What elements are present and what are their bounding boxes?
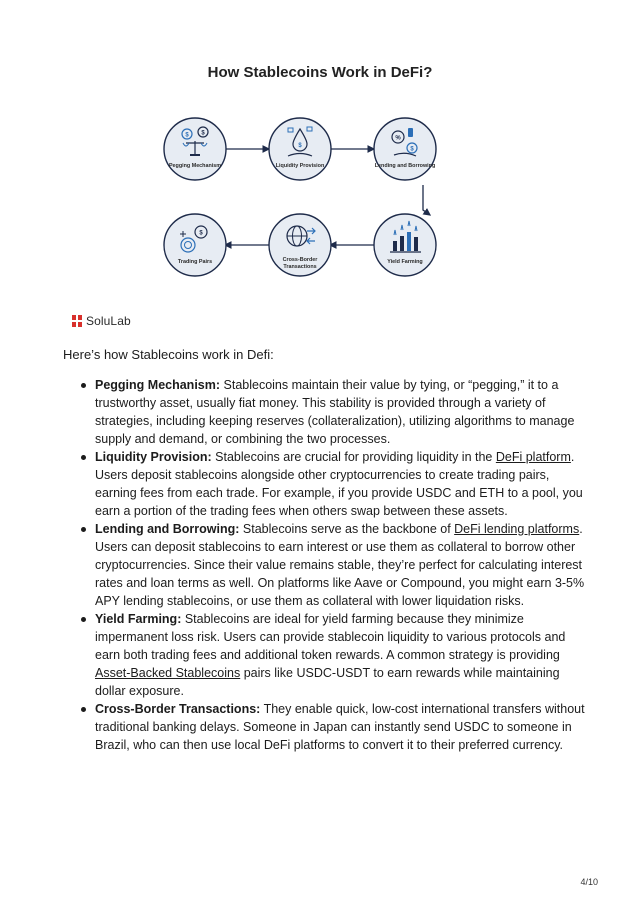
item-text: pairs like USDC-USDT to earn rewards while maintaining dollar exposure. xyxy=(95,666,560,698)
label-yield: Yield Farming xyxy=(387,259,423,265)
svg-text:$: $ xyxy=(199,230,203,237)
item-text: Stablecoins are crucial for providing liquidity in the xyxy=(211,450,496,464)
item-title: Pegging Mechanism: xyxy=(95,378,221,392)
circle-pegging-mechanism xyxy=(164,118,226,180)
item-title: Liquidity Provision: xyxy=(95,450,212,464)
item-title: Lending and Borrowing: xyxy=(95,522,240,536)
list-item xyxy=(77,610,587,700)
circle-liquidity-provision xyxy=(269,118,331,180)
item-title: Yield Farming: xyxy=(95,612,182,626)
page-number: 4/10 xyxy=(580,877,598,887)
svg-text:$: $ xyxy=(201,130,205,137)
label-pegging: Pegging Mechanism xyxy=(168,163,222,169)
label-lending: Lending and Borrowing xyxy=(374,163,436,169)
label-trading: Trading Pairs xyxy=(177,259,213,265)
stablecoin-infographic xyxy=(150,55,490,305)
circle-lending-borrowing xyxy=(374,118,436,180)
label-crossborder-1: Cross-Border xyxy=(282,257,318,263)
defi-lending-platforms-link[interactable]: DeFi lending platforms xyxy=(454,522,580,536)
circle-trading-pairs xyxy=(164,214,226,276)
arrow-3 xyxy=(423,185,430,215)
label-liquidity: Liquidity Provision xyxy=(275,163,325,169)
circle-cross-border xyxy=(269,214,331,276)
item-text: . Users can deposit stablecoins to earn interest or use them as collateral to borrow other cryptocurrencies. Since their value remains stable, they’re perfect for calculating interest rates and loan terms as well. On platforms like Aave or Compound, you might earn 3-5% APY lending stablecoins, or use them as collateral with lower liquidation risks. xyxy=(95,522,585,608)
svg-text:$: $ xyxy=(298,143,302,149)
svg-text:$: $ xyxy=(185,132,189,139)
intro-text: Here’s how Stablecoins work in Defi: xyxy=(63,347,274,362)
item-text: They enable quick, low-cost international transfers without traditional banking delays. Someone in Japan can instantly send USDC to someone in Brazil, who can then use local DeFi platforms to convert it to their preferred currency. xyxy=(95,702,585,752)
list-item xyxy=(77,448,587,520)
item-text: . Users deposit stablecoins alongside other cryptocurrencies to create trading pairs, earning fees from each trade. For example, if you provide USDC and ETH to a pool, you earn a portion of the trading fees when others swap between these assets. xyxy=(95,450,583,518)
brand-logo xyxy=(72,313,131,329)
infographic-svg xyxy=(150,55,490,305)
label-crossborder-2: Transactions xyxy=(283,264,317,270)
list-item xyxy=(77,520,587,610)
item-text: Stablecoins maintain their value by tying, or “pegging,” it to a trustworthy asset, usually fiat money. This stability is provided through a variety of strategies, including keeping reserves (collateralization), utilizing algorithms to manage supply and demand, or combining the two processes. xyxy=(95,378,575,446)
svg-text:%: % xyxy=(395,135,401,142)
infographic-title: How Stablecoins Work in DeFi? xyxy=(207,64,433,81)
item-text: Stablecoins are ideal for yield farming because they minimize impermanent loss risk. Users can provide stablecoin liquidity to various protocols and earn both trading fees and additional token rewards. A common strategy is providing xyxy=(95,612,566,662)
item-title: Cross-Border Transactions: xyxy=(95,702,261,716)
brand-name: SoluLab xyxy=(86,314,131,328)
feature-list xyxy=(77,376,587,754)
asset-backed-stablecoins-link[interactable]: Asset-Backed Stablecoins xyxy=(95,666,241,680)
circle-yield-farming xyxy=(374,214,436,276)
solulab-logo-icon xyxy=(72,315,82,327)
svg-text:$: $ xyxy=(410,146,414,153)
list-item xyxy=(77,700,587,754)
defi-platform-link[interactable]: DeFi platform xyxy=(495,450,571,464)
list-item xyxy=(77,376,587,448)
item-text: Stablecoins serve as the backbone of xyxy=(239,522,455,536)
